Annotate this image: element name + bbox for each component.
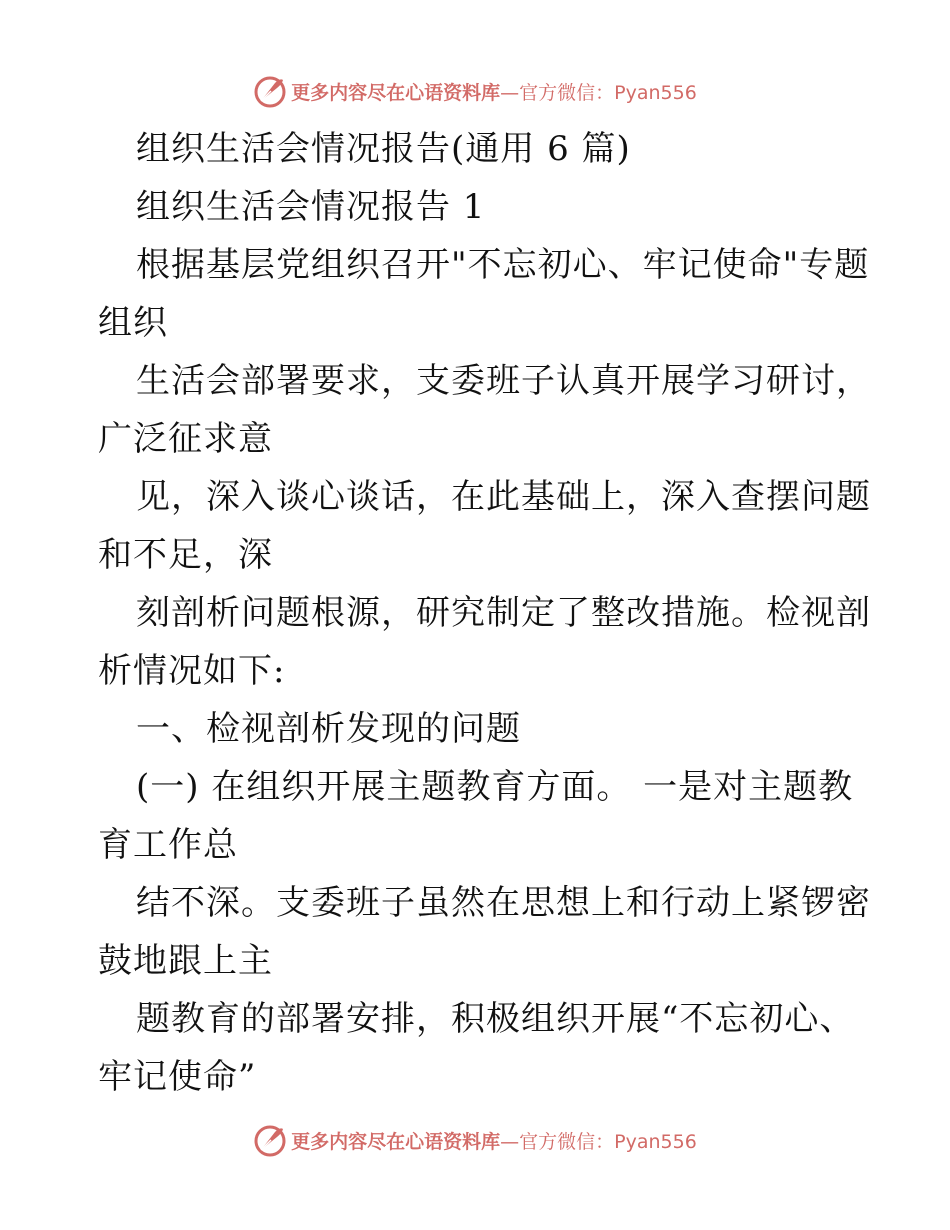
- paragraph-line: 见，深入谈心谈话，在此基础上，深入查摆问题: [136, 477, 871, 517]
- paragraph-line: 和不足，深: [98, 535, 273, 575]
- paragraph-line: 鼓地跟上主: [98, 941, 273, 981]
- document-body: [98, 120, 871, 1106]
- banner-main-text: 更多内容尽在心语资料库: [291, 81, 501, 104]
- subsection-heading: 一、检视剖析发现的问题: [136, 709, 521, 749]
- doc-title: 组织生活会情况报告(通用 6 篇): [136, 129, 631, 169]
- paragraph-line: 生活会部署要求，支委班子认真开展学习研讨，: [136, 361, 871, 401]
- footer-banner: [0, 1120, 950, 1160]
- banner-wechat-text: —官方微信：Pyan556: [500, 81, 697, 104]
- quill-logo-icon: [253, 1123, 287, 1157]
- paragraph-line: 育工作总: [98, 825, 238, 865]
- section-heading: 组织生活会情况报告 1: [136, 187, 486, 227]
- paragraph-line: 结不深。支委班子虽然在思想上和行动上紧锣密: [136, 883, 871, 923]
- paragraph-line: 广泛征求意: [98, 419, 273, 459]
- paragraph-line: 刻剖析问题根源，研究制定了整改措施。检视剖: [136, 593, 871, 633]
- banner-main-text: 更多内容尽在心语资料库: [291, 1130, 501, 1153]
- paragraph-line: 根据基层党组织召开"不忘初心、牢记使命"专题: [136, 245, 870, 285]
- header-banner: [0, 71, 950, 111]
- quill-logo-icon: [253, 74, 287, 108]
- banner-wechat-text: —官方微信：Pyan556: [500, 1130, 697, 1153]
- paragraph-line: 牢记使命”: [98, 1057, 257, 1097]
- paragraph-line: 题教育的部署安排，积极组织开展“不忘初心、: [136, 999, 855, 1039]
- paragraph-line: 组织: [98, 303, 168, 343]
- paragraph-line: (一) 在组织开展主题教育方面。 一是对主题教: [136, 767, 854, 807]
- paragraph-line: 析情况如下:: [98, 651, 286, 691]
